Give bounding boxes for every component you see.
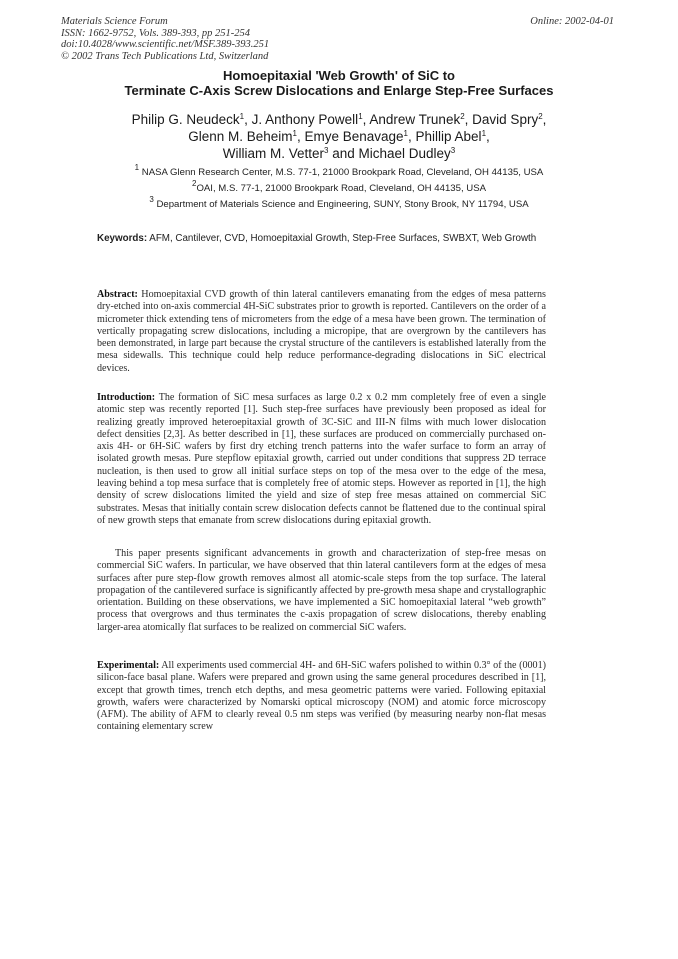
journal-doi: doi:10.4028/www.scientific.net/MSF.389-393.251: [61, 39, 270, 50]
author-separator: ,: [296, 129, 305, 144]
affiliation-number: 3: [149, 195, 154, 204]
author-list: [60, 111, 618, 162]
author-affiliation-marker: 2: [460, 112, 465, 121]
author-separator: ,: [486, 129, 490, 144]
experimental-paragraph: [97, 660, 546, 734]
keywords-text: AFM, Cantilever, CVD, Homoepitaxial Growth, Step-Free Surfaces, SWBXT, Web Growth: [149, 233, 537, 244]
keywords: [97, 233, 537, 245]
online-date: Online: 2002-04-01: [530, 16, 614, 27]
author: Emye Benavage: [304, 129, 404, 144]
author: Glenn M. Beheim: [188, 129, 293, 144]
introduction-paragraph: [97, 392, 546, 527]
introduction-paragraph-2: This paper presents significant advancements in growth and characterization of step-free mesas on commercial SiC wafers. In particular, we have observed that thin lateral cantilevers form at the edges of mesa surfaces after pure step-flow growth removes almost all atomic-scale steps from the top surface. The lateral propagation of the cantilevered surface is significantly affected by pre-growth mesa shape and crystallographic orientation. Building on these observations, we have implemented a SiC homoepitaxial lateral “web growth” process that overgrows and thus terminates the c-axis propagation of screw dislocations, thereby enabling larger-area atomically flat surfaces to be realized on commercial SiC wafers.: [97, 548, 546, 633]
author: Michael Dudley: [358, 146, 451, 161]
author: Andrew Trunek: [369, 112, 461, 127]
introduction-label: Introduction:: [97, 392, 156, 403]
author-separator: and: [328, 146, 359, 161]
affiliation: [60, 195, 618, 211]
affiliation-text: OAI, M.S. 77-1, 21000 Brookpark Road, Cleveland, OH 44135, USA: [196, 183, 487, 194]
author: Philip G. Neudeck: [131, 112, 240, 127]
abstract-text: Homoepitaxial CVD growth of thin lateral cantilevers emanating from the edges of mesa patterns dry-etched into on-axis commercial 4H-SiC substrates prior to growth is reported. Cantilevers on the order of a micrometer thick extending tens of micrometers from the edge of a mesa have been grown. The termination of vertically propagating screw dislocations, including a micropipe, that are overgrown by the cantilevers has been demonstrated, in large part because the crystal structure of the cantilevers is established laterally from the mesa sidewalls. This technique could help reduce performance-degrading dislocations in SiC electrical devices.: [97, 289, 546, 374]
affiliation-text: NASA Glenn Research Center, M.S. 77-1, 21000 Brookpark Road, Cleveland, OH 44135, USA: [141, 167, 544, 178]
affiliation: [60, 163, 618, 179]
author: J. Anthony Powell: [251, 112, 359, 127]
journal-name: Materials Science Forum: [61, 16, 168, 27]
abstract-label: Abstract:: [97, 289, 138, 300]
affiliation-text: Department of Materials Science and Engineering, SUNY, Stony Brook, NY 11794, USA: [156, 199, 529, 210]
abstract-paragraph: [97, 289, 546, 375]
author-affiliation-marker: 1: [358, 112, 363, 121]
author-separator: ,: [542, 112, 547, 127]
affiliation: [60, 179, 618, 195]
author-separator: ,: [362, 112, 370, 127]
author-affiliation-marker: 3: [450, 146, 456, 155]
paper-title-line1: Homoepitaxial 'Web Growth' of SiC to: [222, 68, 455, 83]
affiliation-number: 1: [134, 163, 140, 172]
experimental-label: Experimental:: [97, 660, 160, 671]
author: William M. Vetter: [222, 146, 325, 161]
author: Phillip Abel: [415, 129, 482, 144]
affiliation-number: 2: [191, 179, 197, 188]
journal-copyright: © 2002 Trans Tech Publications Ltd, Switzerland: [61, 50, 269, 62]
author-affiliation-marker: 1: [239, 112, 245, 121]
paper-title-line2: Terminate C-Axis Screw Dislocations and Enlarge Step-Free Surfaces: [124, 83, 554, 98]
author-affiliation-marker: 2: [538, 112, 543, 121]
author-separator: ,: [408, 129, 416, 144]
keywords-label: Keywords:: [97, 233, 148, 244]
author-affiliation-marker: 1: [481, 129, 487, 138]
journal-header: [61, 16, 269, 62]
experimental-text: All experiments used commercial 4H- and 6H-SiC wafers polished to within 0.3° of the (0001) silicon-face basal plane. Wafers were prepared and grown using the same general procedures described in [1], except that growth times, trench etch depths, and mesa geometric patterns were varied. Following epitaxial growth, wafers were characterized by Nomarski optical microscopy (NOM) and atomic force microscopy (AFM). The ability of AFM to clearly reveal 0.5 nm steps was verified (by measuring nearby non-flat mesas containing elementary screw: [97, 660, 546, 733]
journal-issn: ISSN: 1662-9752, Vols. 389-393, pp 251-254: [61, 27, 250, 39]
author-affiliation-marker: 1: [292, 129, 297, 138]
author-separator: ,: [244, 112, 252, 127]
author-separator: ,: [464, 112, 473, 127]
introduction-text: The formation of SiC mesa surfaces as large 0.2 x 0.2 mm completely free of even a single atomic step was recently reported [1]. Such step-free surfaces have previously been proposed as ideal for realizing greatly improved heteroepitaxial growth of 3C-SiC and III-N films with much lower dislocation defect densities [2,3]. As better described in [1], these surfaces are produced on commercially purchased on-axis 4H- or 6H-SiC wafers by first dry etching trench patterns into the wafer surface to form an array of isolated growth mesas. Pure stepflow epitaxial growth, carried out under conditions that suppress 2D terrace nucleation, is then used to grow all initial surface steps on top of the mesa over to the edge of the mesa, leaving behind a top mesa surface that is completely free of atomic steps. However as reported in [1], the high density of screw dislocations limited the yield and size of step free mesas attained on commercial SiC substrates. Mesas that initially contain screw dislocation defects cannot be flattened due to the continual spiral of new growth steps that emanate from screw dislocations during epitaxial growth.: [97, 392, 546, 526]
author-affiliation-marker: 3: [324, 146, 329, 155]
author-affiliation-marker: 1: [403, 129, 408, 138]
author: David Spry: [472, 112, 539, 127]
